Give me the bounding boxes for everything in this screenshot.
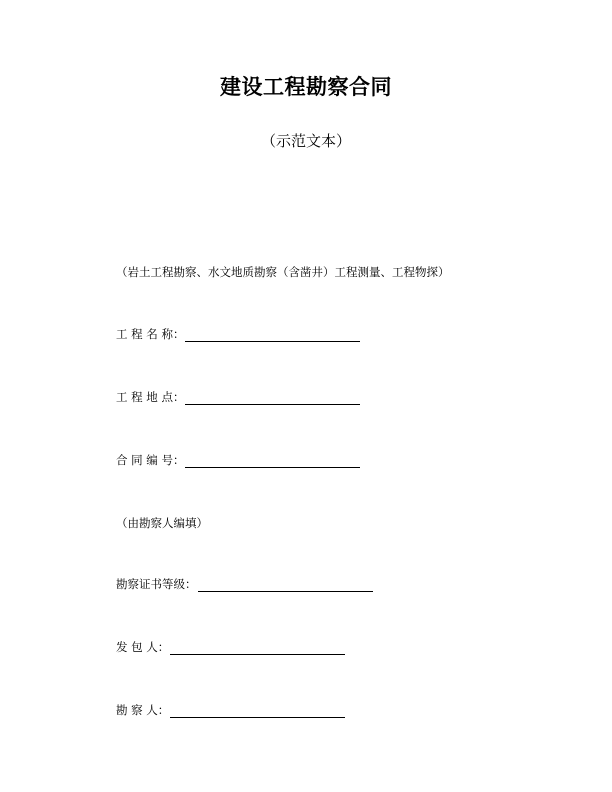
fill-note: （由勘察人编填） [116, 516, 208, 530]
contract-number-field [116, 452, 360, 468]
project-name-blank[interactable] [185, 328, 360, 342]
project-location-label: 工 程 地 点： [116, 390, 185, 404]
scope-description: （岩土工程勘察、水文地质勘察（含凿井）工程测量、工程物探） [116, 265, 450, 279]
project-location-field [116, 389, 360, 405]
document-title: 建设工程勘察合同 [220, 75, 392, 99]
document-subtitle: （示范文本） [260, 132, 351, 150]
project-name-label: 工 程 名 称： [116, 327, 185, 341]
survey-cert-grade-label: 勘察证书等级： [116, 577, 197, 591]
survey-cert-grade-field [116, 576, 373, 592]
project-name-field [116, 326, 360, 342]
contract-number-blank[interactable] [185, 454, 360, 468]
project-location-blank[interactable] [185, 391, 360, 405]
surveyor-blank[interactable] [170, 704, 345, 718]
employer-field [116, 639, 345, 655]
employer-blank[interactable] [170, 641, 345, 655]
contract-number-label: 合 同 编 号： [116, 453, 185, 467]
employer-label: 发 包 人： [116, 640, 170, 654]
survey-cert-grade-blank[interactable] [198, 578, 373, 592]
surveyor-field [116, 702, 345, 718]
surveyor-label: 勘 察 人： [116, 703, 170, 717]
